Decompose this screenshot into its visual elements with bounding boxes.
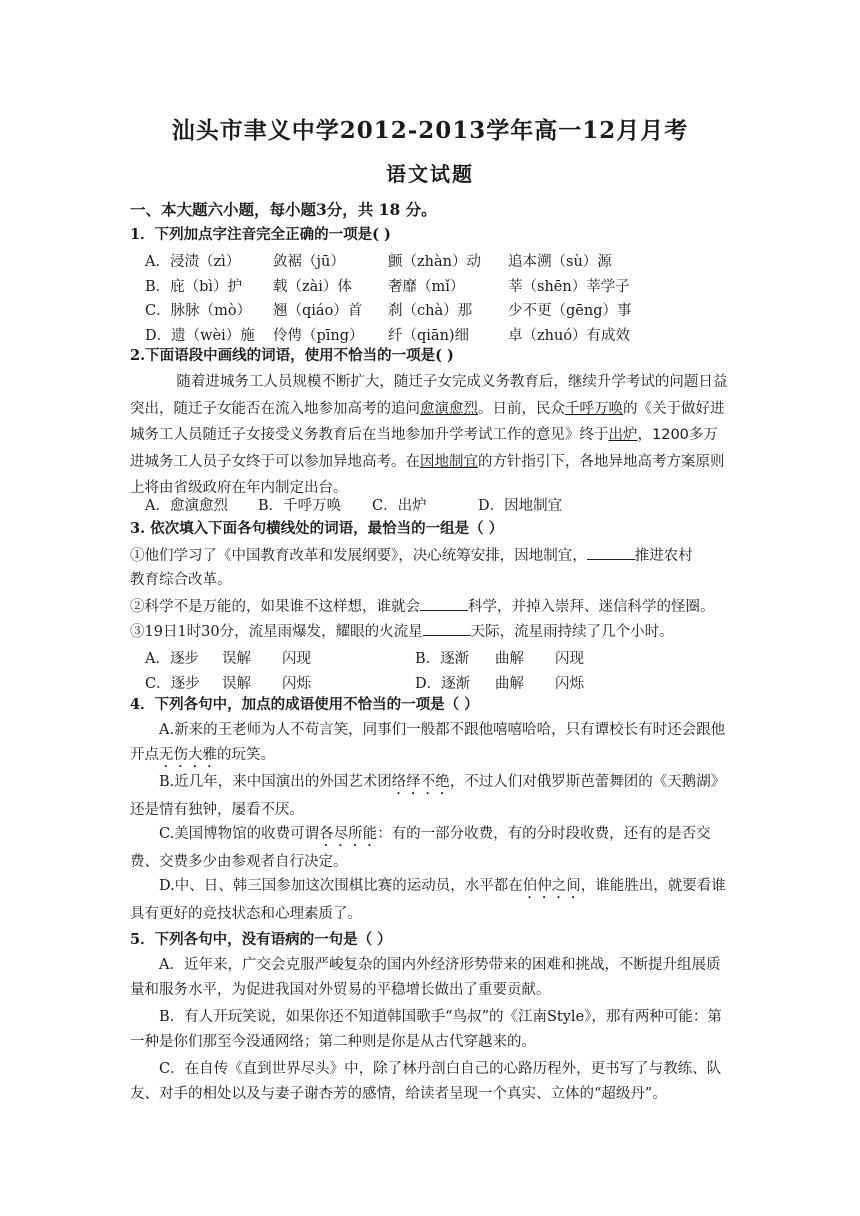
- option-cell: A．逐步: [145, 651, 199, 667]
- option-text: ，不过人们对俄罗斯芭蕾舞团的《天鹅湖》还是情有独钟，屡看不厌。: [130, 774, 726, 818]
- option-cell: C．脉脉（mò）: [145, 303, 252, 319]
- passage-text: 。日前，民众: [478, 400, 565, 417]
- question-5-stem: 5．下列各句中，没有语病的一句是（ ）: [130, 931, 392, 948]
- sentence-text: ①他们学习了《中国教育改革和发展纲要》，决心统筹安排，因地制宜，: [130, 548, 587, 564]
- option-text: D.中、日、韩三国参加这次围棋比赛的运动员，水平都在: [159, 878, 523, 894]
- option-cell: 闪烁: [282, 675, 311, 692]
- option-cell: 莘（shēn）莘学子: [508, 278, 630, 295]
- option-text: 的玩笑。: [217, 747, 275, 763]
- option-cell: C．逐步: [145, 675, 200, 692]
- sentence-text: 科学，并掉入崇拜、迷信科学的怪圈。: [468, 599, 715, 615]
- question-3-stem: 3. 依次填入下面各句横线处的词语，最恰当的一组是（ ）: [130, 520, 504, 537]
- question-4-option-b: [130, 770, 730, 823]
- question-2-stem: 2.下面语段中画线的词语，使用不恰当的一项是( ): [130, 347, 454, 364]
- option-cell: 闪烁: [555, 675, 584, 692]
- fill-blank: [587, 545, 635, 560]
- option-cell: B．庇（bì）护: [145, 278, 243, 295]
- option-text: ，谁能胜出，就要看谁具有更好的竞技状态和心理素质了。: [130, 878, 726, 922]
- question-3-sentence-2: [130, 596, 715, 617]
- option-cell: 敛裾（jū）: [273, 254, 345, 270]
- option-cell: 误解: [222, 651, 251, 667]
- question-2-passage: [130, 369, 730, 502]
- fill-blank: [420, 596, 468, 611]
- option-cell: B．逐渐: [415, 651, 470, 667]
- underlined-term: 千呼万唤: [565, 400, 623, 417]
- option-cell: B．千呼万唤: [258, 498, 342, 514]
- option-cell: A．浸渍（zì）: [145, 254, 241, 270]
- question-5-option-b: [130, 1005, 730, 1055]
- underlined-term: 出炉: [608, 427, 638, 443]
- underlined-term: 愈演愈烈: [420, 400, 478, 417]
- option-cell: A．愈演愈烈: [145, 498, 228, 514]
- option-cell: D．遗（wèi）施: [145, 327, 255, 344]
- question-5-option-a: [130, 953, 730, 1003]
- option-cell: 曲解: [495, 675, 524, 692]
- fill-blank: [423, 621, 471, 636]
- passage-text: 的方针指引下，各地异地高考方案原则上将由省级政府在年内制定出台。: [130, 453, 725, 496]
- question-1-stem: 1．下列加点字注音完全正确的一项是( ): [130, 226, 391, 243]
- option-cell: 少不更（gēng）事: [508, 303, 632, 319]
- option-text: A.新来的王老师为人不苟言笑，同事们一般都不跟他嘻嘻哈哈，只有谭校长有时还会跟他开点: [130, 722, 726, 763]
- question-4-option-a: [130, 718, 730, 771]
- option-cell: 纤（qiān)细: [388, 327, 470, 344]
- question-3-sentence-1: [130, 545, 693, 566]
- option-cell: D．逐渐: [415, 675, 471, 692]
- dotted-idiom: 伯仲之间: [522, 878, 581, 894]
- option-text: ：有的一部分收费，有的分时段收费，还有的是否交费、交费多少由参观者自行决定。: [130, 826, 711, 870]
- dotted-idiom: 无伤大雅: [159, 747, 217, 763]
- question-3-sentence-1-cont: 教育综合改革。: [130, 572, 232, 588]
- question-4-stem: 4．下列各句中，加点的成语使用不恰当的一项是（ ）: [130, 696, 479, 713]
- option-text: A．近年来，广交会克服严峻复杂的国内外经济形势带来的困难和挑战，不断提升组展质量和服务水平，为促进我国对外贸易的平稳增长做出了重要贡献。: [130, 957, 721, 998]
- sentence-text: ③19日1时30分，流星雨爆发，耀眼的火流星: [130, 624, 423, 640]
- question-5-option-c: [130, 1057, 730, 1107]
- option-cell: 闪现: [555, 651, 584, 667]
- sentence-text: ②科学不是万能的，如果谁不这样想，谁就会: [130, 599, 420, 615]
- option-cell: C．出炉: [372, 498, 427, 514]
- passage-text: 随着进城务工人员规模不断扩大，随迁子女完成义务教育后，继续升学考试的问题日益突出，随迁子女能否在流入地参加高考的追问: [130, 374, 728, 417]
- option-cell: D．因地制宜: [478, 498, 563, 514]
- option-text: C．在自传《直到世界尽头》中，除了林丹剖白自己的心路历程外，更书写了与教练、队友、对手的相处以及与妻子谢杏芳的感情，给读者呈现一个真实、立体的“超级丹”。: [130, 1061, 722, 1102]
- sentence-text: 推进农村: [634, 548, 693, 564]
- dotted-idiom: 络绎不绝: [391, 774, 450, 790]
- option-cell: 追本溯（sù）源: [508, 254, 612, 270]
- passage-text: 的《关于做好进城务工人员随迁子女接受义务教育后在当地参加升学考试工作的意见》终于: [130, 400, 725, 443]
- option-cell: 曲解: [495, 651, 524, 667]
- option-cell: 奢靡（mǐ）: [388, 278, 465, 295]
- option-cell: 颤（zhàn）动: [388, 254, 481, 270]
- underlined-term: 因地制宜: [420, 453, 478, 470]
- passage-text: ，1200多万进城务工人员子女终于可以参加异地高考。在: [130, 427, 718, 470]
- sentence-text: 天际，流星雨持续了几个小时。: [470, 624, 674, 640]
- option-cell: 刹（chà）那: [388, 303, 473, 319]
- dotted-idiom: 各尽所能: [319, 826, 378, 842]
- question-4-option-d: [130, 874, 730, 927]
- option-text: B．有人开玩笑说，如果你还不知道韩国歌手“鸟叔”的《江南Style》，那有两种可能：第一种是你们那至今没通网络；第二种则是你是从古代穿越来的。: [130, 1009, 722, 1050]
- option-cell: 卓（zhuó）有成效: [508, 327, 631, 344]
- option-cell: 误解: [222, 675, 251, 692]
- option-text: B.近几年，来中国演出的外国艺术团: [159, 774, 392, 790]
- option-cell: 闪现: [282, 651, 311, 667]
- option-text: C.美国博物馆的收费可谓: [159, 826, 320, 842]
- option-cell: 伶俜（pīng）: [273, 327, 364, 344]
- option-cell: 载（zài）体: [273, 278, 352, 295]
- question-3-sentence-3: [130, 621, 674, 642]
- page-title: 汕头市聿义中学2012-2013学年高一12月月考: [171, 117, 689, 144]
- question-4-option-c: [130, 822, 730, 875]
- section-heading: 一、本大题六小题，每小题3分，共 18 分。: [130, 200, 437, 219]
- page-subtitle: 语文试题: [386, 162, 474, 186]
- option-cell: 翘（qiáo）首: [273, 303, 363, 319]
